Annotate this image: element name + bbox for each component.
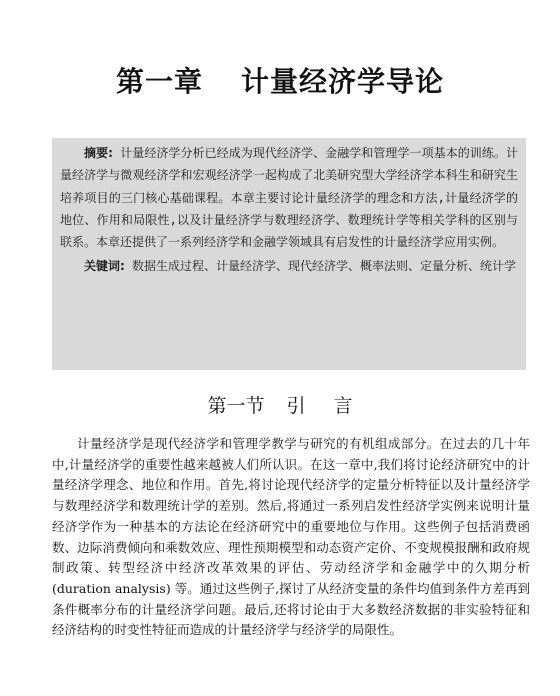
section-number: 第一节	[207, 395, 265, 417]
body-text	[52, 434, 530, 641]
chapter-number: 第一章	[115, 65, 203, 98]
abstract-paragraph	[60, 142, 518, 253]
section-title-part1: 引	[286, 395, 306, 417]
abstract-label: 摘要:	[84, 146, 113, 160]
body-paragraph: 计量经济学是现代经济学和管理学教学与研究的有机组成部分。在过去的几十年中,计量经济学的重要性越来越被人们所认识。在这一章中,我们将讨论经济研究中的计量经济学理念、地位和作用。首先,将讨论现代经济学的定量分析特征以及计量经济学与数理经济学和数理统计学的差别。然后,将通过一系列启发性经济学实例来说明计量经济学作为一种基本的方法论在经济研究中的重要地位与作用。这些例子包括消费函数、边际消费倾向和乘数效应、理性预期模型和动态资产定价、不变规模报酬和政府规制政策、转型经济中经济改革效果的评估、劳动经济学和金融学中的久期分析 (duration analysis) 等。通过这些例子,探讨了从经济变量的条件均值到条件方差再到条件概率分布的计量经济学问题。最后,还将讨论由于大多数经济数据的非实验特征和经济结构的时变性特征而造成的计量经济学与经济学的局限性。	[52, 436, 530, 638]
abstract-text: 计量经济学分析已经成为现代经济学、金融学和管理学一项基本的训练。计量经济学与微观经济学和宏观经济学一起构成了北美研究型大学经济学本科生和研究生培养项目的三门核心基础课程。本章主要讨论计量经济学的理念和方法,计量经济学的地位、作用和局限性,以及计量经济学与数理经济学、数理统计学等相关学科的区别与联系。本章还提供了一系列经济学和金融学领域具有启发性的计量经济学应用实例。	[60, 146, 518, 250]
abstract-box	[52, 138, 526, 370]
keywords-text: 数据生成过程、计量经济学、现代经济学、概率法则、定量分析、统计学	[132, 259, 517, 274]
keywords-paragraph	[60, 255, 518, 277]
section-title-part2: 言	[333, 395, 353, 417]
chapter-name: 计量经济学导论	[241, 65, 445, 98]
keywords-label: 关键词:	[84, 259, 125, 274]
section-title	[0, 392, 560, 420]
chapter-title	[0, 62, 560, 102]
